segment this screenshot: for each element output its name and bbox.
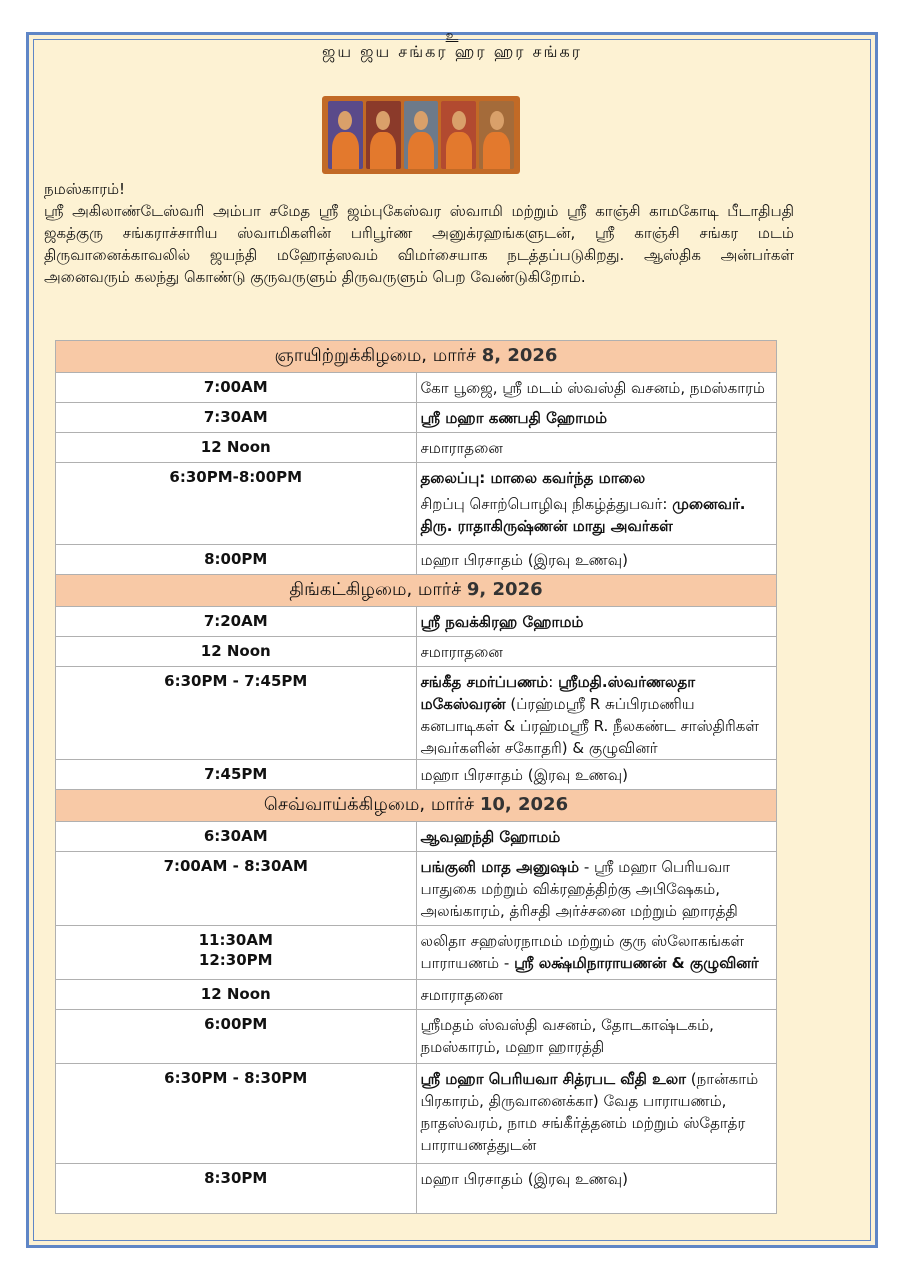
photo-1 <box>328 101 363 169</box>
bold-text: ஸ்ரீ மஹா பெரியவா சித்ரபட வீதி உலா <box>420 1070 687 1088</box>
plain-text: 9, 2026 <box>466 579 543 600</box>
schedule-row <box>56 545 777 575</box>
bold-text: ஸ்ரீ நவக்கிரஹ ஹோமம் <box>420 613 584 631</box>
day-heading <box>56 341 777 373</box>
bold-text: முனைவர். திரு. ராதாகிருஷ்ணன் மாது அவர்கள் <box>420 495 746 535</box>
schedule-row <box>56 667 777 760</box>
event-time <box>56 1164 417 1214</box>
plain-text: : <box>548 673 559 691</box>
bold-text: சங்கீத சமர்ப்பணம் <box>420 673 549 691</box>
speaker-line <box>421 493 773 537</box>
event-time <box>56 1064 417 1164</box>
schedule-row <box>56 433 777 463</box>
photo-2 <box>366 101 401 169</box>
event-description <box>416 403 777 433</box>
acharya-photo-banner <box>322 96 520 174</box>
event-description <box>416 607 777 637</box>
plain-text: செவ்வாய்க்கிழமை, மார்ச் <box>263 794 480 815</box>
event-time <box>56 433 417 463</box>
plain-text: கோ பூஜை, ஸ்ரீ மடம் ஸ்வஸ்தி வசனம், நமஸ்காரம் <box>420 379 765 397</box>
plain-text: சிறப்பு சொற்பொழிவு நிகழ்த்துபவர்: <box>420 495 673 513</box>
plain-text: 7:00AM <box>203 378 268 396</box>
plain-text: (நான்காம் பிரகாரம், திருவானைக்கா) வேத பாராயணம், நாதஸ்வரம், நாம சங்கீர்த்தனம் மற்றும் ஸ்தோத்ர பாராயணத்துடன் <box>420 1070 759 1154</box>
event-time <box>56 463 417 545</box>
day-heading <box>56 790 777 822</box>
plain-text: 11:30AM <box>198 931 273 949</box>
event-time <box>56 1010 417 1064</box>
schedule-row <box>56 373 777 403</box>
plain-text: மஹா பிரசாதம் (இரவு உணவு) <box>420 766 628 784</box>
schedule-row <box>56 403 777 433</box>
event-time <box>56 373 417 403</box>
plain-text: 7:45PM <box>204 765 268 783</box>
event-description <box>416 373 777 403</box>
plain-text: சமாராதனை <box>420 986 503 1004</box>
event-description <box>416 1010 777 1064</box>
plain-text: 6:30PM - 8:30PM <box>164 1069 308 1087</box>
event-time <box>56 926 417 980</box>
schedule-row <box>56 926 777 980</box>
event-time <box>56 760 417 790</box>
plain-text: மஹா பிரசாதம் (இரவு உணவு) <box>420 551 628 569</box>
photo-3 <box>404 101 439 169</box>
event-time <box>56 637 417 667</box>
invocation-line: ஜய ஜய சங்கர ஹர ஹர சங்கர <box>321 42 583 61</box>
event-description <box>416 463 777 545</box>
bold-text: ஸ்ரீ மஹா கணபதி ஹோமம் <box>420 409 608 427</box>
event-description <box>416 637 777 667</box>
bold-text: ஆவஹந்தி ஹோமம் <box>420 828 561 846</box>
event-description <box>416 433 777 463</box>
intro-paragraph <box>44 178 794 288</box>
plain-text: லலிதா சஹஸ்ரநாமம் மற்றும் குரு ஸ்லோகங்கள் பாராயணம் - <box>420 932 745 972</box>
event-time <box>56 545 417 575</box>
bold-text: பங்குனி மாத அனுஷம் <box>420 858 580 876</box>
event-description <box>416 926 777 980</box>
plain-text: 8:30PM <box>204 1169 268 1187</box>
plain-text: - ஸ்ரீ மஹா பெரியவா பாதுகை மற்றும் விக்ரஹத்திற்கு அபிஷேகம், அலங்காரம், த்ரிசதி அர்ச்சனை மற்றும் ஹாரத்தி <box>420 858 738 920</box>
event-description <box>416 822 777 852</box>
bold-text: ஸ்ரீமதி.ஸ்வர்ணலதா மகேஸ்வரன் <box>420 673 696 713</box>
plain-text: 6:30PM-8:00PM <box>169 468 303 486</box>
event-description <box>416 1064 777 1164</box>
plain-text: 12 Noon <box>200 642 271 660</box>
plain-text: 7:30AM <box>203 408 268 426</box>
plain-text: 7:00AM - 8:30AM <box>163 857 308 875</box>
schedule-row <box>56 980 777 1010</box>
plain-text: 6:00PM <box>204 1015 268 1033</box>
plain-text: சமாராதனை <box>420 439 503 457</box>
plain-text: 6:30PM - 7:45PM <box>164 672 308 690</box>
plain-text: மஹா பிரசாதம் (இரவு உணவு) <box>420 1170 628 1188</box>
plain-text: சமாராதனை <box>420 643 503 661</box>
day-heading <box>56 575 777 607</box>
event-description <box>416 980 777 1010</box>
plain-text: ஸ்ரீமதம் ஸ்வஸ்தி வசனம், தோடகாஷ்டகம், நமஸ்காரம், மஹா ஹாரத்தி <box>420 1016 714 1056</box>
plain-text: 12:30PM <box>198 951 273 969</box>
schedule-row <box>56 1164 777 1214</box>
greeting: நமஸ்காரம்! <box>44 180 126 198</box>
plain-text: 6:30AM <box>203 827 268 845</box>
event-time <box>56 607 417 637</box>
schedule-row <box>56 607 777 637</box>
event-description <box>416 760 777 790</box>
intro-body: ஸ்ரீ அகிலாண்டேஸ்வரி அம்பா சமேத ஸ்ரீ ஜம்புகேஸ்வர ஸ்வாமி மற்றும் ஸ்ரீ காஞ்சி காமகோடி பீடாதிபதி ஜகத்குரு சங்கராச்சாரிய ஸ்வாமிகளின் பரிபூர்ண அனுக்ரஹங்களுடன், ஸ்ரீ காஞ்சி சங்கர மடம் திருவானைக்காவலில் ஜயந்தி மஹோத்ஸவம் விமர்சையாக நடத்தப்படுகிறது. ஆஸ்திக அன்பர்கள் அனைவரும் கலந்து கொண்டு குருவருளும் திருவருளும் பெற வேண்டுகிறோம். <box>44 202 794 286</box>
plain-text: திங்கட்கிழமை, மார்ச் <box>289 579 467 600</box>
event-description <box>416 852 777 926</box>
schedule-table <box>55 340 777 1214</box>
plain-text: 12 Noon <box>200 985 271 1003</box>
plain-text: 7:20AM <box>203 612 268 630</box>
schedule-row <box>56 637 777 667</box>
plain-text: 8:00PM <box>204 550 268 568</box>
plain-text: 8, 2026 <box>481 345 558 366</box>
plain-text: (ப்ரஹ்மஸ்ரீ R சுப்பிரமணிய கனபாடிகள் & ப்ரஹ்மஸ்ரீ R. நீலகண்ட சாஸ்திரிகள் அவர்களின் சகோதரி) & குழுவினர் <box>420 695 759 757</box>
schedule-row <box>56 1064 777 1164</box>
event-time <box>56 822 417 852</box>
schedule-row <box>56 852 777 926</box>
bold-text: ஸ்ரீ லக்ஷ்மிநாராயணன் & குழுவினர் <box>514 954 759 972</box>
event-time <box>56 852 417 926</box>
event-description <box>416 545 777 575</box>
schedule-row <box>56 822 777 852</box>
event-description <box>416 667 777 760</box>
bold-text: தலைப்பு: மாலை கவர்ந்த மாலை <box>420 469 646 487</box>
schedule-row <box>56 760 777 790</box>
photo-4 <box>441 101 476 169</box>
schedule-row <box>56 1010 777 1064</box>
event-time <box>56 667 417 760</box>
schedule-row <box>56 463 777 545</box>
event-time <box>56 403 417 433</box>
plain-text: 12 Noon <box>200 438 271 456</box>
event-description <box>416 1164 777 1214</box>
plain-text: ஞாயிற்றுக்கிழமை, மார்ச் <box>274 345 482 366</box>
ugram-symbol: உ <box>445 28 459 44</box>
event-time <box>56 980 417 1010</box>
plain-text: 10, 2026 <box>479 794 569 815</box>
photo-5 <box>479 101 514 169</box>
